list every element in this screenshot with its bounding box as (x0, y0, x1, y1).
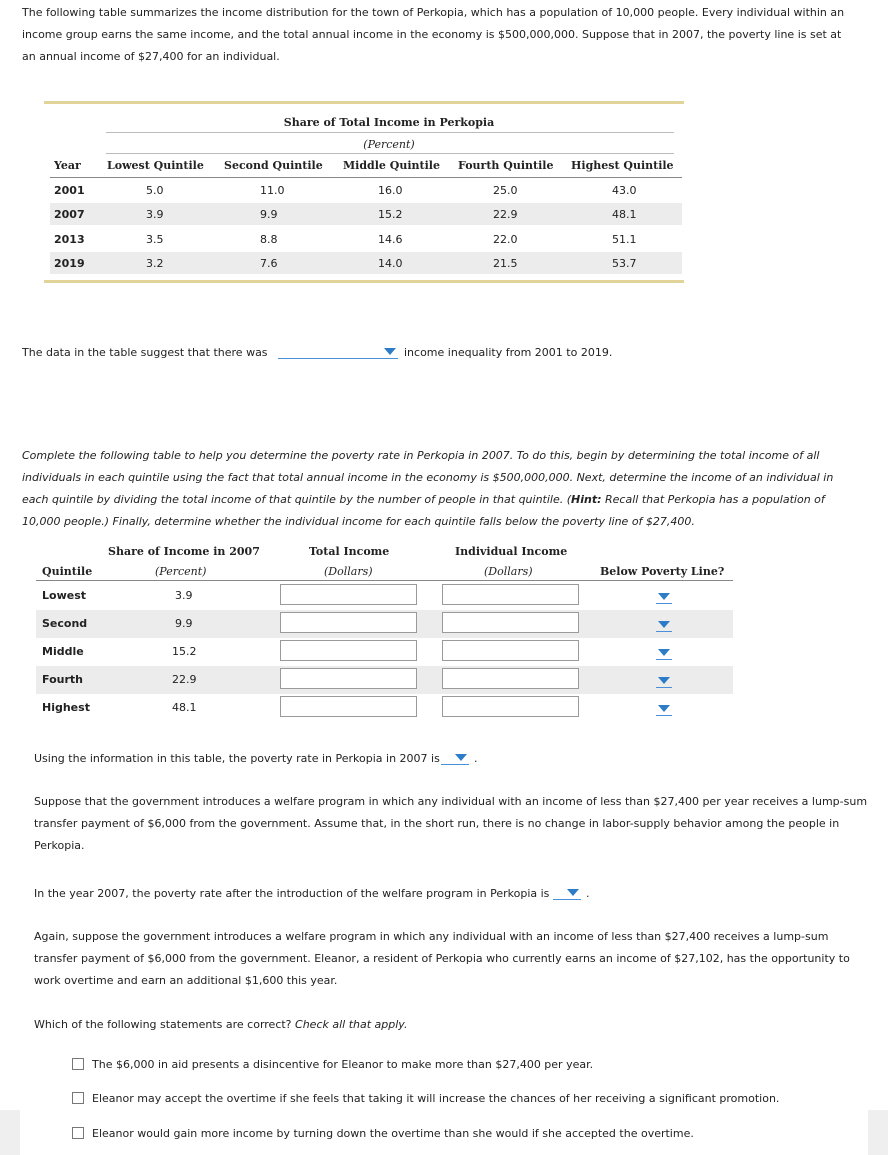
welfare2-line-3: work overtime and earn an additional $1,600 this year. (34, 974, 338, 987)
table2-share: 48.1 (172, 701, 197, 714)
instructions-line-2: individuals in each quintile using the fact that total annual income in the economy is $500,000,000. Next, determine the income of an individual in (22, 471, 834, 484)
chevron-down-icon (384, 348, 396, 355)
table2-row (36, 666, 733, 694)
poverty-rate-welfare-dropdown[interactable] (553, 886, 581, 900)
below-poverty-dropdown-middle[interactable] (656, 648, 672, 660)
table1-row (50, 252, 682, 274)
q3-period: . (586, 887, 590, 900)
q2-text: Using the information in this table, the poverty rate in Perkopia in 2007 is (34, 752, 440, 765)
table1-cell: 11.0 (260, 184, 285, 197)
hint-label: Hint: (571, 493, 602, 506)
table1-row (50, 179, 682, 201)
below-poverty-dropdown-fourth[interactable] (656, 676, 672, 688)
welfare2-line-2: transfer payment of $6,000 from the government. Eleanor, a resident of Perkopia who currently earns an income of $27,102, has the opportunity to (34, 952, 850, 965)
table2-sub-dollars-individual: (Dollars) (484, 565, 533, 578)
option-checkbox-2[interactable] (72, 1092, 84, 1104)
instructions-line-1: Complete the following table to help you determine the poverty rate in Perkopia in 2007. To do this, begin by determining the total income of all (22, 449, 820, 462)
option-label-1: The $6,000 in aid presents a disincentive for Eleanor to make more than $27,400 per year. (92, 1058, 594, 1071)
table2-header-share: Share of Income in 2007 (108, 545, 260, 558)
welfare-paragraph-1 (34, 791, 884, 857)
table1-title: Share of Total Income in Perkopia (283, 116, 495, 129)
welfare1-line-3: Perkopia. (34, 839, 85, 852)
table1-header-lowest: Lowest Quintile (107, 159, 204, 172)
q1-text-after: income inequality from 2001 to 2019. (404, 346, 613, 359)
table1-cell: 43.0 (612, 184, 637, 197)
intro-line-3: an annual income of $27,400 for an individual. (22, 50, 280, 63)
table1-row (50, 228, 682, 250)
table1-subtitle: (Percent) (363, 138, 415, 151)
instructions-paragraph (22, 445, 882, 533)
table2-quintile: Highest (42, 701, 90, 714)
option-label-3: Eleanor would gain more income by turning down the overtime than she would if she accepted the overtime. (92, 1127, 694, 1140)
welfare1-line-1: Suppose that the government introduces a welfare program in which any individual with an income of less than $27,400 per year receives a lump-sum (34, 795, 868, 808)
table1-cell: 22.0 (493, 233, 518, 246)
table2-share: 9.9 (175, 617, 193, 630)
table1-cell: 25.0 (493, 184, 518, 197)
table1-cell: 22.9 (493, 208, 518, 221)
q4-text: Which of the following statements are correct? (34, 1018, 292, 1031)
table1-cell: 53.7 (612, 257, 637, 270)
table1-subtitle-rule (106, 153, 674, 154)
poverty-rate-2007-dropdown[interactable] (441, 751, 469, 765)
instructions-line-3 (22, 489, 882, 511)
chevron-down-icon (658, 677, 670, 684)
option-checkbox-3[interactable] (72, 1127, 84, 1139)
table1-cell-year: 2013 (54, 233, 85, 246)
table2-sub-percent: (Percent) (155, 565, 207, 578)
welfare-paragraph-2 (34, 926, 884, 992)
total-income-input-highest[interactable] (280, 696, 417, 717)
option-label-2: Eleanor may accept the overtime if she feels that taking it will increase the chances of her receiving a significant promotion. (92, 1092, 780, 1105)
total-income-input-second[interactable] (280, 612, 417, 633)
below-poverty-dropdown-second[interactable] (656, 620, 672, 632)
table1-cell: 9.9 (260, 208, 278, 221)
table2-header-total: Total Income (309, 545, 390, 558)
table1-header-fourth: Fourth Quintile (458, 159, 554, 172)
table2-quintile: Middle (42, 645, 84, 658)
table1-header-middle: Middle Quintile (343, 159, 440, 172)
q3-text: In the year 2007, the poverty rate after the introduction of the welfare program in Perkopia is (34, 887, 550, 900)
total-income-input-lowest[interactable] (280, 584, 417, 605)
instructions-line-4: 10,000 people.) Finally, determine whether the individual income for each quintile falls below the poverty line of $27,400. (22, 515, 695, 528)
table1-bottom-border (44, 280, 684, 283)
table1-cell-year: 2001 (54, 184, 85, 197)
q1-text-before: The data in the table suggest that there was (22, 346, 268, 359)
table1-header-rule (50, 177, 682, 178)
table1-cell-year: 2019 (54, 257, 85, 270)
table1-header-second: Second Quintile (224, 159, 323, 172)
table1-top-border (44, 101, 684, 104)
inequality-dropdown[interactable] (278, 345, 398, 359)
table2-sub-dollars-total: (Dollars) (324, 565, 373, 578)
table1-cell: 5.0 (146, 184, 164, 197)
table1-cell: 51.1 (612, 233, 637, 246)
q4-prompt (34, 1018, 407, 1031)
table2-quintile: Second (42, 617, 88, 630)
table1-row (50, 203, 682, 225)
q2-period: . (474, 752, 478, 765)
welfare1-line-2: transfer payment of $6,000 from the government. Assume that, in the short run, there is no change in labor-supply behavior among the people in (34, 817, 840, 830)
table1-cell: 16.0 (378, 184, 403, 197)
table1-cell: 8.8 (260, 233, 278, 246)
total-income-input-middle[interactable] (280, 640, 417, 661)
q4-check-all: Check all that apply. (295, 1018, 408, 1031)
individual-income-input-fourth[interactable] (442, 668, 579, 689)
table2-share: 22.9 (172, 673, 197, 686)
chevron-down-icon (658, 593, 670, 600)
table1-title-rule (106, 132, 674, 133)
table1-cell: 48.1 (612, 208, 637, 221)
table1-cell: 14.6 (378, 233, 403, 246)
instructions-line-3a: each quintile by dividing the total income of that quintile by the number of people in that quintile. ( (22, 493, 572, 506)
chevron-down-icon (455, 754, 467, 761)
intro-paragraph (22, 2, 882, 68)
table1-cell: 15.2 (378, 208, 403, 221)
table2-row (36, 694, 733, 722)
total-income-input-fourth[interactable] (280, 668, 417, 689)
option-checkbox-1[interactable] (72, 1058, 84, 1070)
chevron-down-icon (658, 621, 670, 628)
below-poverty-dropdown-lowest[interactable] (656, 592, 672, 604)
table2-header-quintile: Quintile (42, 565, 93, 578)
table2-quintile: Lowest (42, 589, 86, 602)
table2-share: 15.2 (172, 645, 197, 658)
table2-row (36, 610, 733, 638)
individual-income-input-lowest[interactable] (442, 584, 579, 605)
table1-cell: 3.5 (146, 233, 164, 246)
table2-header-rule (36, 580, 733, 581)
table1-cell: 14.0 (378, 257, 403, 270)
table1-header-highest: Highest Quintile (571, 159, 674, 172)
table2-header-individual: Individual Income (455, 545, 568, 558)
table1-cell: 3.9 (146, 208, 164, 221)
intro-line-2: income group earns the same income, and the total annual income in the economy is $500,000,000. Suppose that in 2007, the poverty line is set at (22, 28, 842, 41)
individual-income-input-middle[interactable] (442, 640, 579, 661)
below-poverty-dropdown-highest[interactable] (656, 704, 672, 716)
intro-line-1: The following table summarizes the income distribution for the town of Perkopia, which has a population of 10,000 people. Every individual within an (22, 6, 845, 19)
individual-income-input-highest[interactable] (442, 696, 579, 717)
table1-cell: 3.2 (146, 257, 164, 270)
individual-income-input-second[interactable] (442, 612, 579, 633)
chevron-down-icon (658, 649, 670, 656)
table2-header-below-poverty: Below Poverty Line? (600, 565, 725, 578)
table2-quintile: Fourth (42, 673, 83, 686)
table2-share: 3.9 (175, 589, 193, 602)
welfare2-line-1: Again, suppose the government introduces a welfare program in which any individual with an income of less than $27,400 receives a lump-sum (34, 930, 829, 943)
chevron-down-icon (567, 889, 579, 896)
table1-cell: 21.5 (493, 257, 518, 270)
table2-row (36, 582, 733, 610)
instructions-line-3b: Recall that Perkopia has a population of (601, 493, 825, 506)
table1-cell: 7.6 (260, 257, 278, 270)
chevron-down-icon (658, 705, 670, 712)
table1-cell-year: 2007 (54, 208, 85, 221)
table2-row (36, 638, 733, 666)
table1-header-year: Year (54, 159, 81, 172)
